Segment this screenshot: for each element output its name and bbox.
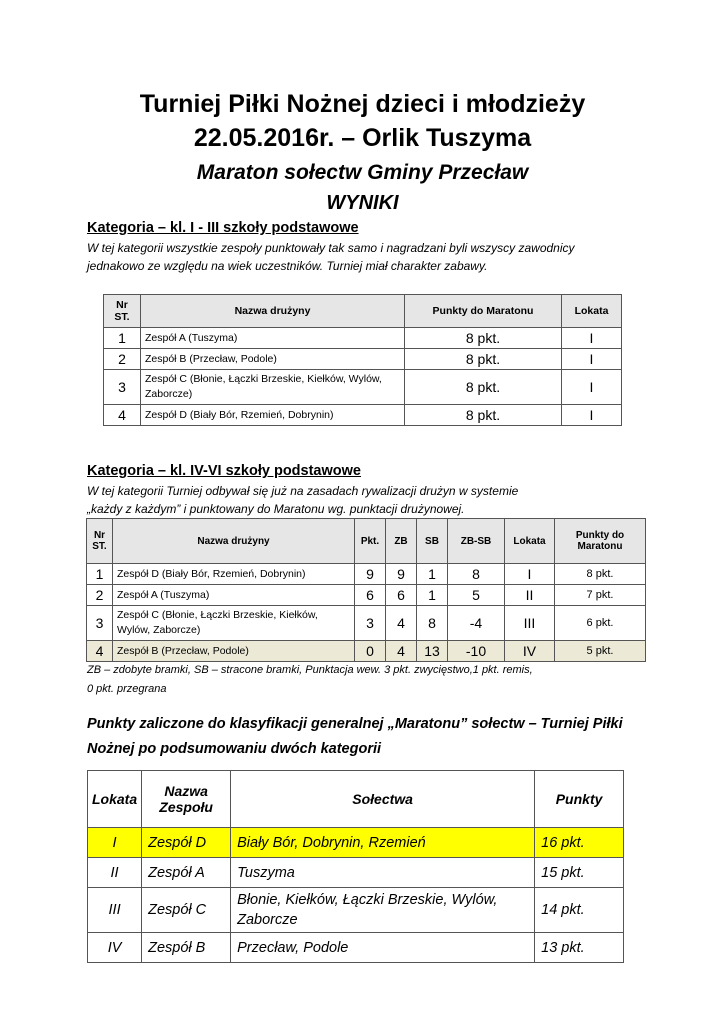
col-nr: Nr ST. bbox=[104, 295, 141, 328]
title-line-1: Turniej Piłki Nożnej dzieci i młodzieży bbox=[139, 90, 586, 118]
row-sb: 1 bbox=[417, 564, 448, 585]
row-villages: Przecław, Podole bbox=[231, 933, 535, 963]
col-name: Nazwa drużyny bbox=[141, 295, 405, 328]
row-villages: Błonie, Kiełków, Łączki Brzeskie, Wylów, Zaborcze bbox=[231, 888, 535, 933]
row-zbsb: 5 bbox=[448, 585, 505, 606]
row-sb: 8 bbox=[417, 606, 448, 641]
col-zbsb: ZB-SB bbox=[448, 519, 505, 564]
table-row bbox=[87, 585, 646, 606]
category-1-desc-line: jednakowo ze względu na wiek uczestników. Turniej miał charakter zabawy. bbox=[87, 259, 488, 273]
row-name: Zespół B (Przecław, Podole) bbox=[141, 349, 405, 370]
table-row bbox=[88, 858, 624, 888]
row-nr: 4 bbox=[87, 641, 113, 662]
row-team: Zespół C bbox=[142, 888, 231, 933]
row-place: I bbox=[562, 349, 622, 370]
table-row bbox=[104, 370, 622, 405]
table-row bbox=[104, 349, 622, 370]
row-place: I bbox=[562, 370, 622, 405]
col-place: Lokata bbox=[562, 295, 622, 328]
final-heading bbox=[87, 712, 647, 762]
category-1-desc-line: W tej kategorii wszystkie zespoły punktowały tak samo i nagradzani byli wszyscy zawodnicy bbox=[87, 241, 575, 255]
row-place: II bbox=[505, 585, 555, 606]
row-nr: 3 bbox=[104, 370, 141, 405]
row-points: 8 pkt. bbox=[405, 328, 562, 349]
row-points: 16 pkt. bbox=[535, 828, 624, 858]
row-name: Zespół D (Biały Bór, Rzemień, Dobrynin) bbox=[113, 564, 355, 585]
table-row bbox=[87, 564, 646, 585]
category-2-table bbox=[86, 518, 646, 662]
final-table bbox=[87, 770, 624, 963]
row-place: III bbox=[88, 888, 142, 933]
table-row bbox=[87, 641, 646, 662]
row-name: Zespół C (Błonie, Łączki Brzeskie, Kiełków, Wylów, Zaborcze) bbox=[141, 370, 405, 405]
col-nr: Nr ST. bbox=[87, 519, 113, 564]
row-place: I bbox=[562, 405, 622, 426]
row-place: II bbox=[88, 858, 142, 888]
row-zb: 9 bbox=[386, 564, 417, 585]
row-zb: 4 bbox=[386, 606, 417, 641]
row-team: Zespół D bbox=[142, 828, 231, 858]
row-place: I bbox=[562, 328, 622, 349]
table-row bbox=[104, 328, 622, 349]
col-points: Punkty bbox=[535, 771, 624, 828]
row-nr: 2 bbox=[87, 585, 113, 606]
row-name: Zespół A (Tuszyma) bbox=[113, 585, 355, 606]
row-zbsb: -10 bbox=[448, 641, 505, 662]
col-sb: SB bbox=[417, 519, 448, 564]
row-place: IV bbox=[505, 641, 555, 662]
row-points: 8 pkt. bbox=[405, 370, 562, 405]
row-points: 6 pkt. bbox=[555, 606, 646, 641]
col-place: Lokata bbox=[505, 519, 555, 564]
row-name: Zespół D (Biały Bór, Rzemień, Dobrynin) bbox=[141, 405, 405, 426]
table-row bbox=[88, 828, 624, 858]
category-1-description bbox=[87, 239, 687, 275]
row-name: Zespół B (Przecław, Podole) bbox=[113, 641, 355, 662]
row-nr: 2 bbox=[104, 349, 141, 370]
row-points: 8 pkt. bbox=[555, 564, 646, 585]
row-points: 14 pkt. bbox=[535, 888, 624, 933]
row-sb: 13 bbox=[417, 641, 448, 662]
row-pkt: 6 bbox=[355, 585, 386, 606]
table-row bbox=[104, 405, 622, 426]
category-2-heading: Kategoria – kl. IV-VI szkoły podstawowe bbox=[87, 463, 361, 479]
col-points: Punkty do Maratonu bbox=[405, 295, 562, 328]
col-villages: Sołectwa bbox=[231, 771, 535, 828]
row-zb: 6 bbox=[386, 585, 417, 606]
table-row bbox=[87, 606, 646, 641]
category-1-heading: Kategoria – kl. I - III szkoły podstawowe bbox=[87, 220, 359, 236]
category-2-description bbox=[87, 482, 687, 518]
row-nr: 3 bbox=[87, 606, 113, 641]
legend-note bbox=[87, 661, 647, 699]
col-name: Nazwa drużyny bbox=[113, 519, 355, 564]
row-place: IV bbox=[88, 933, 142, 963]
row-pkt: 0 bbox=[355, 641, 386, 662]
category-2-desc-line: W tej kategorii Turniej odbywał się już na zasadach rywalizacji drużyn w systemie bbox=[87, 484, 519, 498]
row-zbsb: 8 bbox=[448, 564, 505, 585]
table-row bbox=[88, 933, 624, 963]
col-place: Lokata bbox=[88, 771, 142, 828]
row-place: III bbox=[505, 606, 555, 641]
row-nr: 1 bbox=[87, 564, 113, 585]
row-zbsb: -4 bbox=[448, 606, 505, 641]
legend-note-line: 0 pkt. przegrana bbox=[87, 683, 167, 695]
row-pkt: 3 bbox=[355, 606, 386, 641]
col-pkt: Pkt. bbox=[355, 519, 386, 564]
col-zb: ZB bbox=[386, 519, 417, 564]
category-2-desc-line: „każdy z każdym” i punktowany do Maratonu wg. punktacji drużynowej. bbox=[87, 502, 465, 516]
row-nr: 1 bbox=[104, 328, 141, 349]
row-sb: 1 bbox=[417, 585, 448, 606]
row-zb: 4 bbox=[386, 641, 417, 662]
results-heading: WYNIKI bbox=[326, 192, 399, 214]
legend-note-line: ZB – zdobyte bramki, SB – stracone bramki, Punktacja wew. 3 pkt. zwycięstwo,1 pkt. remis, bbox=[87, 664, 533, 676]
row-points: 8 pkt. bbox=[405, 349, 562, 370]
row-team: Zespół B bbox=[142, 933, 231, 963]
table-row bbox=[88, 888, 624, 933]
final-heading-line: Punkty zaliczone do klasyfikacji generalnej „Maratonu” sołectw – Turniej Piłki bbox=[87, 716, 623, 732]
row-points: 15 pkt. bbox=[535, 858, 624, 888]
category-1-table bbox=[103, 294, 622, 426]
row-points: 7 pkt. bbox=[555, 585, 646, 606]
row-place: I bbox=[88, 828, 142, 858]
row-name: Zespół C (Błonie, Łączki Brzeskie, Kiełków, Wylów, Zaborcze) bbox=[113, 606, 355, 641]
final-heading-line: Nożnej po podsumowaniu dwóch kategorii bbox=[87, 741, 382, 757]
row-place: I bbox=[505, 564, 555, 585]
title-line-2: 22.05.2016r. – Orlik Tuszyma bbox=[193, 124, 532, 152]
col-points: Punkty do Maratonu bbox=[555, 519, 646, 564]
row-pkt: 9 bbox=[355, 564, 386, 585]
row-team: Zespół A bbox=[142, 858, 231, 888]
row-points: 5 pkt. bbox=[555, 641, 646, 662]
row-nr: 4 bbox=[104, 405, 141, 426]
row-points: 13 pkt. bbox=[535, 933, 624, 963]
col-team: Nazwa Zespołu bbox=[142, 771, 231, 828]
row-name: Zespół A (Tuszyma) bbox=[141, 328, 405, 349]
row-villages: Biały Bór, Dobrynin, Rzemień bbox=[231, 828, 535, 858]
row-villages: Tuszyma bbox=[231, 858, 535, 888]
row-points: 8 pkt. bbox=[405, 405, 562, 426]
subtitle: Maraton sołectw Gminy Przecław bbox=[196, 161, 529, 184]
